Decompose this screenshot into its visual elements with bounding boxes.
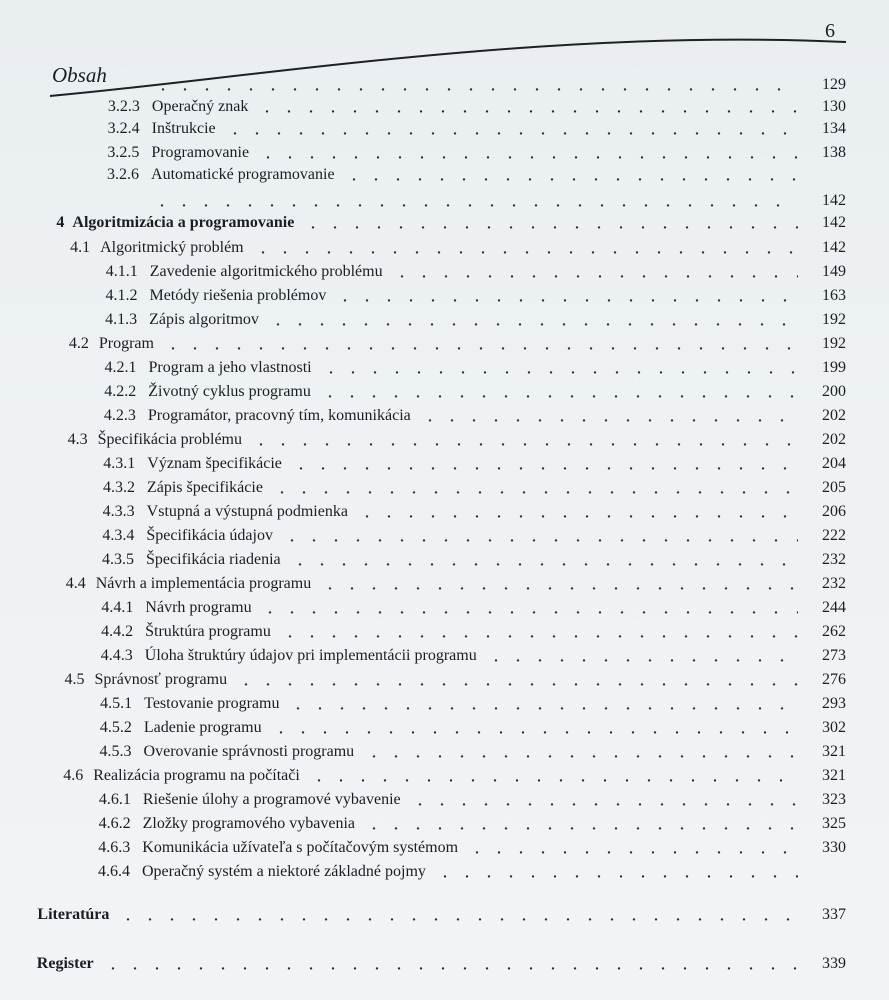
toc-entry — [0, 212, 889, 234]
toc-entry — [0, 237, 889, 259]
toc-entry-page: 232 — [822, 575, 846, 592]
toc-entry-number: 4.6.2 — [98, 815, 131, 832]
toc-entry-number: 4.1.2 — [105, 287, 138, 304]
toc-entry-page: 321 — [822, 743, 846, 760]
dot-leader — [391, 261, 798, 283]
toc-entry — [0, 953, 889, 975]
toc-entry-title: Riešenie úlohy a programové vybavenie — [142, 791, 401, 808]
toc-entry-number: 4.4.2 — [101, 623, 134, 640]
toc-entry — [0, 741, 889, 763]
toc-entry-page: 293 — [822, 695, 846, 712]
toc-entry-page: 262 — [822, 623, 846, 640]
dot-leader — [151, 190, 798, 212]
toc-entry-page: 222 — [822, 527, 846, 544]
toc-entry-number: 4.6.1 — [98, 791, 131, 808]
toc-entry-title: Vstupná a výstupná podmienka — [146, 503, 348, 520]
toc-entry-page: 302 — [822, 719, 846, 736]
toc-entry-title: Zavedenie algoritmického problému — [149, 263, 383, 280]
dot-leader — [302, 212, 798, 234]
dot-leader — [271, 477, 798, 499]
toc-entry-number: 4.4.1 — [101, 599, 134, 616]
toc-entry-page: 142 — [822, 214, 846, 231]
toc-entry — [0, 904, 889, 926]
toc-entry-title: Ladenie programu — [143, 719, 262, 736]
dot-leader — [162, 333, 798, 355]
dot-leader — [434, 861, 798, 883]
toc-entry-title: Špecifikácia údajov — [146, 527, 273, 544]
toc-entry — [0, 96, 889, 118]
toc-entry — [0, 309, 889, 331]
dot-leader — [281, 525, 798, 547]
toc-entry-page: 192 — [822, 335, 846, 352]
toc-entry-page: 134 — [822, 120, 846, 137]
toc-entry — [0, 693, 889, 715]
toc-entry-title: Register — [36, 955, 94, 972]
toc-entry-title: Zápis algoritmov — [149, 311, 259, 328]
toc-entry-number: 4.3.2 — [102, 479, 135, 496]
toc-entry-title: Operačný systém a niektoré základné pojmy — [141, 863, 426, 880]
toc-entry-title: Význam špecifikácie — [147, 455, 282, 472]
toc-entry-page: 337 — [822, 906, 846, 923]
toc-entry-number: 4.3.5 — [102, 551, 135, 568]
toc-entry-title: Úloha štruktúry údajov pri implementácii programu — [144, 647, 477, 664]
toc-entry-page: 142 — [822, 239, 846, 256]
section-title: Obsah — [52, 63, 107, 87]
dot-leader — [289, 549, 798, 571]
toc-entry-number: 3.2.5 — [107, 144, 140, 161]
toc-entry-page: 325 — [822, 815, 846, 832]
toc-entry-number: 4.1.3 — [105, 311, 138, 328]
toc-entry-page: 323 — [822, 791, 846, 808]
toc-entry — [0, 118, 889, 140]
toc-entry-title: Algoritmizácia a programovanie — [72, 214, 295, 231]
toc-entry-title: Špecifikácia problému — [97, 431, 242, 448]
toc-entry-page: 130 — [822, 98, 846, 115]
toc-entry-page: 276 — [822, 671, 846, 688]
toc-entry-number: 4.1.1 — [105, 263, 138, 280]
toc-entry-title: Programátor, pracovný tím, komunikácia — [147, 407, 411, 424]
toc-entry-title: Štruktúra programu — [145, 623, 271, 640]
toc-entry — [0, 813, 889, 835]
toc-entry-title: Testovanie programu — [144, 695, 280, 712]
toc-entry-number: 4.2.2 — [104, 383, 137, 400]
dot-leader — [259, 597, 798, 619]
toc-entry — [0, 549, 889, 571]
toc-entry-number: 4.3.1 — [103, 455, 136, 472]
toc-entry-page: 204 — [822, 455, 846, 472]
toc-entry-title: Životný cyklus programu — [148, 383, 311, 400]
toc-entry-number: 4.1 — [70, 239, 91, 256]
toc-entry-number: 4.4.3 — [100, 647, 133, 664]
toc-entry-page: 205 — [822, 479, 846, 496]
toc-entry-number: 4.5.1 — [100, 695, 133, 712]
toc-entry-number: 4.3 — [67, 431, 88, 448]
toc-entry — [0, 861, 889, 883]
toc-entry-title: Operačný znak — [151, 98, 249, 115]
toc-entry — [0, 789, 889, 811]
toc-entry-page: 321 — [822, 767, 846, 784]
dot-leader — [466, 837, 798, 859]
dot-leader — [102, 953, 798, 975]
toc-entry-number: 4.4 — [65, 575, 86, 592]
dot-leader — [343, 164, 798, 186]
toc-entry-title: Návrh programu — [145, 599, 252, 616]
toc-entry-number: 3.2.4 — [107, 120, 140, 137]
dot-leader — [152, 74, 798, 96]
toc-entry-number: 4.5.2 — [99, 719, 132, 736]
toc-entry-page: 244 — [822, 599, 846, 616]
toc-entry — [0, 142, 889, 164]
dot-leader — [419, 405, 798, 427]
page-number: 6 — [825, 20, 835, 42]
toc-entry-page: 199 — [822, 359, 846, 376]
toc-entry-number: 3.2.3 — [107, 98, 140, 115]
toc-entry — [0, 621, 889, 643]
toc-entry — [0, 164, 889, 186]
toc-entry — [0, 717, 889, 739]
toc-entry-number: 4.5 — [64, 671, 85, 688]
toc-entry — [0, 453, 889, 475]
dot-leader — [485, 645, 798, 667]
toc-entry-title: Overovanie správnosti programu — [143, 743, 355, 760]
toc-entry-title: Správnosť programu — [94, 671, 228, 688]
toc-entry-title: Program — [98, 335, 154, 352]
toc-entry — [0, 765, 889, 787]
toc-entry — [0, 645, 889, 667]
toc-entry — [0, 429, 889, 451]
dot-leader — [267, 309, 798, 331]
toc-entry — [0, 74, 889, 96]
dot-leader — [224, 118, 798, 140]
toc-entry-page: 192 — [822, 311, 846, 328]
toc-entry-page: 273 — [822, 647, 846, 664]
toc-entry-title: Program a jeho vlastnosti — [148, 359, 312, 376]
toc-entry-number: 4.2.3 — [103, 407, 136, 424]
toc-entry-number: 4 — [56, 214, 65, 231]
toc-entry-page: 163 — [822, 287, 846, 304]
toc-entry — [0, 381, 889, 403]
toc-entry-number: 4.6.4 — [97, 863, 130, 880]
dot-leader — [287, 693, 798, 715]
toc-entry — [0, 333, 889, 355]
toc-entry-title: Zložky programového vybavenia — [142, 815, 355, 832]
toc-entry-title: Literatúra — [37, 906, 110, 923]
toc-entry-title: Komunikácia užívateľa s počítačovým systémom — [142, 839, 459, 856]
toc-entry — [0, 597, 889, 619]
toc-entry-page: 206 — [822, 503, 846, 520]
dot-leader — [270, 717, 798, 739]
toc-entry — [0, 669, 889, 691]
toc-entry-number: 4.3.3 — [102, 503, 135, 520]
dot-leader — [250, 429, 798, 451]
toc-entry-title: Inštrukcie — [151, 120, 216, 137]
dot-leader — [256, 96, 798, 118]
toc-entry — [0, 837, 889, 859]
dot-leader — [235, 669, 798, 691]
toc-entry-number: 3.2.6 — [107, 166, 140, 183]
toc-entry-title: Programovanie — [151, 144, 250, 161]
toc-entry-number: 4.3.4 — [102, 527, 135, 544]
toc-entry — [0, 357, 889, 379]
toc-entry — [0, 405, 889, 427]
dot-leader — [117, 904, 798, 926]
dot-leader — [334, 285, 798, 307]
toc-entry-title: Návrh a implementácia programu — [95, 575, 312, 592]
dot-leader — [356, 501, 798, 523]
toc-entry-number: 4.2.1 — [104, 359, 137, 376]
toc-entry-title: Špecifikácia riadenia — [146, 551, 281, 568]
toc-entry-title: Automatické programovanie — [151, 166, 335, 183]
toc-entry — [0, 573, 889, 595]
dot-leader — [363, 741, 798, 763]
dot-leader — [409, 789, 798, 811]
toc-entry-page: 149 — [822, 263, 846, 280]
toc-entry — [0, 261, 889, 283]
toc-entry — [0, 477, 889, 499]
toc-entry-title: Realizácia programu na počítači — [93, 767, 300, 784]
dot-leader — [319, 573, 798, 595]
toc-entry-page: 142 — [822, 192, 846, 209]
toc-entry — [0, 190, 889, 212]
toc-entry-title: Algoritmický problém — [100, 239, 244, 256]
toc-entry-page: 330 — [822, 839, 846, 856]
toc-entry — [0, 525, 889, 547]
toc-entry-number: 4.6.3 — [98, 839, 131, 856]
toc-entry-title: Zápis špecifikácie — [146, 479, 263, 496]
dot-leader — [363, 813, 798, 835]
toc-entry-title: Metódy riešenia problémov — [149, 287, 327, 304]
toc-entry-page: 202 — [822, 407, 846, 424]
toc-entry-page: 202 — [822, 431, 846, 448]
toc-entry-page: 232 — [822, 551, 846, 568]
dot-leader — [279, 621, 798, 643]
dot-leader — [290, 453, 798, 475]
toc-entry — [0, 285, 889, 307]
toc-entry-page: 129 — [822, 76, 846, 93]
toc-entry-page: 138 — [822, 144, 846, 161]
toc-entry-page: 339 — [822, 955, 846, 972]
dot-leader — [308, 765, 798, 787]
toc-entry-number: 4.5.3 — [99, 743, 132, 760]
toc-entry — [0, 501, 889, 523]
dot-leader — [257, 142, 798, 164]
dot-leader — [252, 237, 798, 259]
dot-leader — [319, 381, 798, 403]
toc-entry-number: 4.6 — [63, 767, 84, 784]
toc-entry-page: 200 — [822, 383, 846, 400]
dot-leader — [320, 357, 798, 379]
toc-entry-number: 4.2 — [68, 335, 89, 352]
